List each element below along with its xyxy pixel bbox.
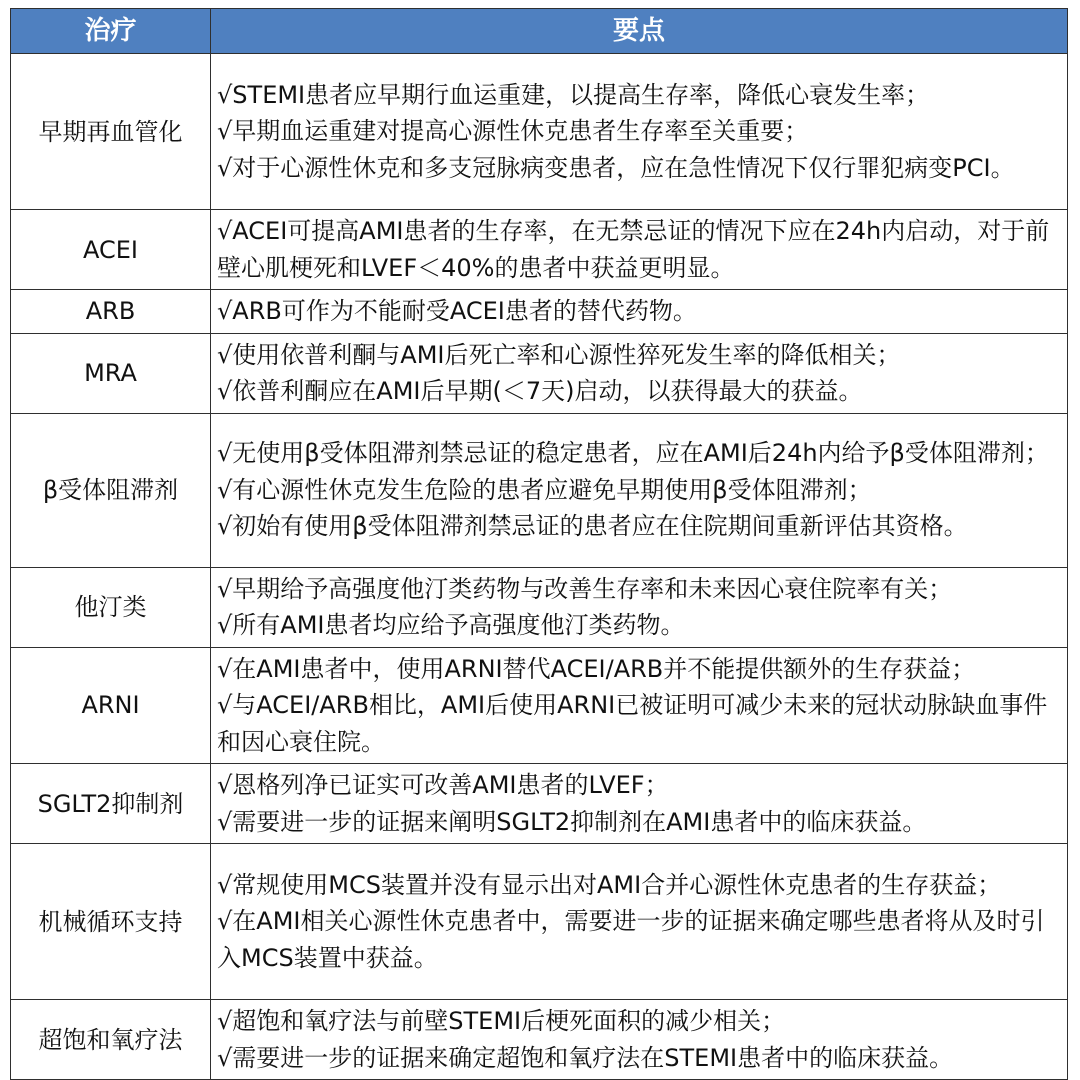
point-item: √在AMI患者中，使用ARNI替代ACEI/ARB并不能提供额外的生存获益； [217, 654, 976, 683]
treatment-cell: 早期再血管化 [11, 54, 211, 210]
point-item: √初始有使用β受体阻滞剂禁忌证的患者应在住院期间重新评估其资格。 [217, 512, 968, 541]
treatment-cell: 机械循环支持 [11, 844, 211, 1000]
treatment-cell: ACEI [11, 210, 211, 290]
points-cell [211, 54, 1068, 210]
treatment-cell: ARB [11, 290, 211, 334]
table-row [11, 764, 1068, 844]
point-item: √对于心源性休克和多支冠脉病变患者，应在急性情况下仅行罪犯病变PCI。 [217, 153, 1015, 182]
point-item: √有心源性休克发生危险的患者应避免早期使用β受体阻滞剂； [217, 475, 872, 504]
treatment-cell: ARNI [11, 647, 211, 764]
point-item: √早期给予高强度他汀类药物与改善生存率和未来因心衰住院率有关； [217, 574, 953, 603]
point-item: √无使用β受体阻滞剂禁忌证的稳定患者，应在AMI后24h内给予β受体阻滞剂； [217, 439, 1049, 468]
point-item: √依普利酮应在AMI后早期(＜7天)启动，以获得最大的获益。 [217, 377, 863, 405]
table-row [11, 844, 1068, 1000]
treatment-cell: 他汀类 [11, 567, 211, 647]
point-item: √在AMI相关心源性休克患者中，需要进一步的证据来确定哪些患者将从及时引入MCS装置中获益。 [217, 907, 1045, 972]
table-row [11, 290, 1068, 334]
table-row [11, 333, 1068, 413]
table-row [11, 567, 1068, 647]
treatment-table [10, 8, 1068, 1080]
points-cell [211, 290, 1068, 334]
treatment-table-container [10, 8, 1067, 1080]
header-key-points: 要点 [211, 9, 1068, 54]
point-item: √使用依普利酮与AMI后死亡率和心源性猝死发生率的降低相关； [217, 340, 901, 369]
point-item: √早期血运重建对提高心源性休克患者生存率至关重要； [217, 117, 809, 146]
point-item: √STEMI患者应早期行血运重建，以提高生存率，降低心衰发生率； [217, 80, 930, 109]
points-cell [211, 413, 1068, 567]
point-item: √恩格列净已证实可改善AMI患者的LVEF； [217, 771, 669, 799]
treatment-cell: 超饱和氧疗法 [11, 1000, 211, 1080]
point-item: √ACEI可提高AMI患者的生存率，在无禁忌证的情况下应在24h内启动，对于前壁心肌梗死和LVEF＜40%的患者中获益更明显。 [217, 217, 1050, 282]
points-cell [211, 844, 1068, 1000]
points-cell [211, 210, 1068, 290]
treatment-cell: MRA [11, 333, 211, 413]
table-row [11, 210, 1068, 290]
points-cell [211, 647, 1068, 764]
header-treatment: 治疗 [11, 9, 211, 54]
treatment-cell: β受体阻滞剂 [11, 413, 211, 567]
point-item: √常规使用MCS装置并没有显示出对AMI合并心源性休克患者的生存获益； [217, 870, 1002, 899]
point-item: √与ACEI/ARB相比，AMI后使用ARNI已被证明可减少未来的冠状动脉缺血事件和因心衰住院。 [217, 691, 1048, 756]
point-item: √需要进一步的证据来阐明SGLT2抑制剂在AMI患者中的临床获益。 [217, 807, 927, 836]
points-cell [211, 567, 1068, 647]
table-header-row [11, 9, 1068, 54]
point-item: √ARB可作为不能耐受ACEI患者的替代药物。 [217, 297, 697, 325]
table-row [11, 413, 1068, 567]
point-item: √所有AMI患者均应给予高强度他汀类药物。 [217, 611, 685, 639]
point-item: √超饱和氧疗法与前壁STEMI后梗死面积的减少相关； [217, 1007, 786, 1035]
table-row [11, 54, 1068, 210]
points-cell [211, 333, 1068, 413]
points-cell [211, 764, 1068, 844]
point-item: √需要进一步的证据来确定超饱和氧疗法在STEMI患者中的临床获益。 [217, 1043, 954, 1072]
table-row [11, 647, 1068, 764]
treatment-cell: SGLT2抑制剂 [11, 764, 211, 844]
